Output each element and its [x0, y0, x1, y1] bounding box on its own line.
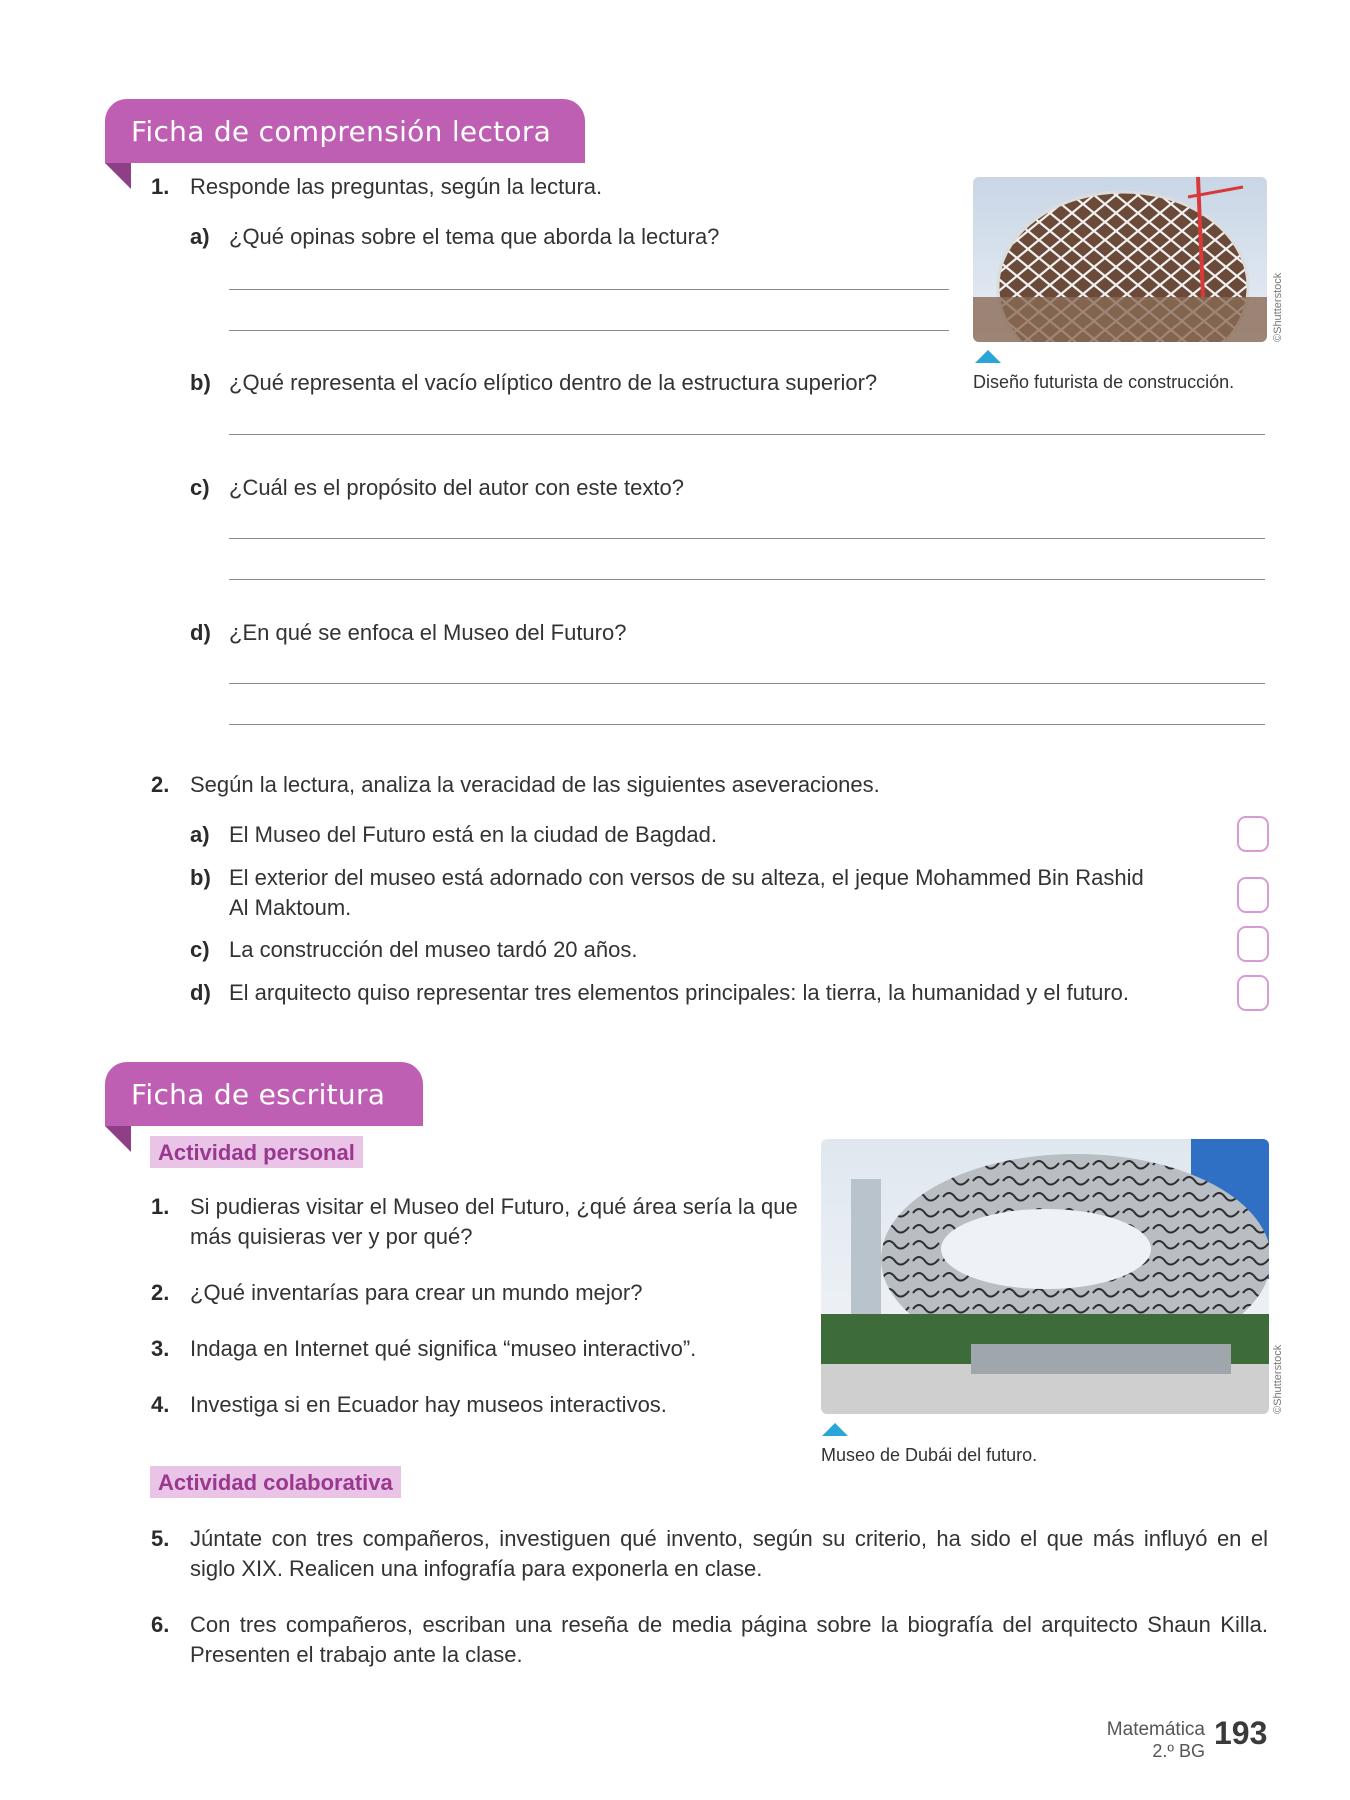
- activity-text: siglo XIX. Realicen una infografía para exponerla en clase.: [190, 1556, 763, 1581]
- caption-marker-icon: [822, 1423, 848, 1436]
- true-false-box[interactable]: [1237, 926, 1269, 962]
- item-text: La construcción del museo tardó 20 años.: [229, 937, 638, 962]
- true-false-box[interactable]: [1237, 975, 1269, 1011]
- answer-line[interactable]: [229, 579, 1265, 580]
- item-label: a): [190, 224, 210, 249]
- section-title-text: Ficha de comprensión lectora: [131, 114, 552, 148]
- photo-caption: Museo de Dubái del futuro.: [821, 1445, 1038, 1465]
- photo-caption: Diseño futurista de construcción.: [973, 372, 1235, 392]
- question-text: Responde las preguntas, según la lectura.: [190, 174, 603, 199]
- question-number: 1.: [151, 174, 170, 199]
- item-label: c): [190, 475, 210, 500]
- construction-photo: [973, 177, 1267, 342]
- activity-text: Si pudieras visitar el Museo del Futuro, ¿qué área sería la que: [190, 1194, 798, 1219]
- activity-number: 4.: [151, 1392, 170, 1417]
- item-text: ¿Cuál es el propósito del autor con este texto?: [229, 475, 684, 500]
- section-title-escritura: [105, 1062, 423, 1126]
- activity-text: Presenten el trabajo ante la clase.: [190, 1642, 523, 1667]
- item-label: b): [190, 370, 211, 395]
- item-text: El Museo del Futuro está en la ciudad de Bagdad.: [229, 822, 717, 847]
- answer-line[interactable]: [229, 538, 1265, 539]
- subheading-actividad-colaborativa: Actividad colaborativa: [150, 1466, 401, 1498]
- activity-text: Con tres compañeros, escriban una reseña de media página sobre la biografía del arquitecto Shaun Killa.: [190, 1612, 1268, 1637]
- activity-number: 5.: [151, 1526, 170, 1551]
- answer-line[interactable]: [229, 683, 1265, 684]
- activity-text: ¿Qué inventarías para crear un mundo mejor?: [190, 1280, 643, 1305]
- item-label: d): [190, 980, 211, 1005]
- true-false-box[interactable]: [1237, 877, 1269, 913]
- footer-subject: Matemática: [1106, 1719, 1205, 1740]
- answer-line[interactable]: [229, 434, 1265, 435]
- item-label: d): [190, 620, 211, 645]
- activity-number: 6.: [151, 1612, 170, 1637]
- item-text: Al Maktoum.: [229, 895, 352, 920]
- item-text: ¿Qué representa el vacío elíptico dentro de la estructura superior?: [229, 370, 878, 395]
- activity-text: más quisieras ver y por qué?: [190, 1224, 473, 1249]
- item-label: a): [190, 822, 210, 847]
- activity-number: 2.: [151, 1280, 170, 1305]
- page-number: 193: [1214, 1715, 1268, 1751]
- activity-text: Investiga si en Ecuador hay museos interactivos.: [190, 1392, 667, 1417]
- caption-marker-icon: [975, 350, 1001, 363]
- item-text: ¿En qué se enfoca el Museo del Futuro?: [229, 620, 627, 645]
- answer-line[interactable]: [229, 724, 1265, 725]
- photo-credit: ©Shutterstock: [1272, 1344, 1284, 1414]
- question-text: Según la lectura, analiza la veracidad de las siguientes aseveraciones.: [190, 772, 880, 797]
- banner-fold: [105, 163, 131, 189]
- section-title-text: Ficha de escritura: [131, 1077, 386, 1111]
- photo-credit: ©Shutterstock: [1272, 272, 1284, 342]
- subheading-actividad-personal: Actividad personal: [150, 1136, 363, 1168]
- true-false-box[interactable]: [1237, 816, 1269, 852]
- activity-text: Júntate con tres compañeros, investiguen qué invento, según su criterio, ha sido el que más influyó en el: [190, 1526, 1268, 1551]
- activity-number: 1.: [151, 1194, 170, 1219]
- item-label: c): [190, 937, 210, 962]
- answer-line[interactable]: [229, 330, 949, 331]
- activity-text: Indaga en Internet qué significa “museo interactivo”.: [190, 1336, 697, 1361]
- item-text: El arquitecto quiso representar tres elementos principales: la tierra, la humanidad y el futuro.: [229, 980, 1130, 1005]
- question-number: 2.: [151, 772, 170, 797]
- item-text: ¿Qué opinas sobre el tema que aborda la lectura?: [229, 224, 720, 249]
- item-text: El exterior del museo está adornado con versos de su alteza, el jeque Mohammed Bin Rashid: [229, 865, 1144, 890]
- banner-fold: [105, 1126, 131, 1152]
- section-title-comprension: [105, 99, 585, 163]
- item-label: b): [190, 865, 211, 890]
- footer-grade: 2.º BG: [1152, 1741, 1205, 1761]
- answer-line[interactable]: [229, 289, 949, 290]
- activity-number: 3.: [151, 1336, 170, 1361]
- museum-photo: [821, 1139, 1269, 1414]
